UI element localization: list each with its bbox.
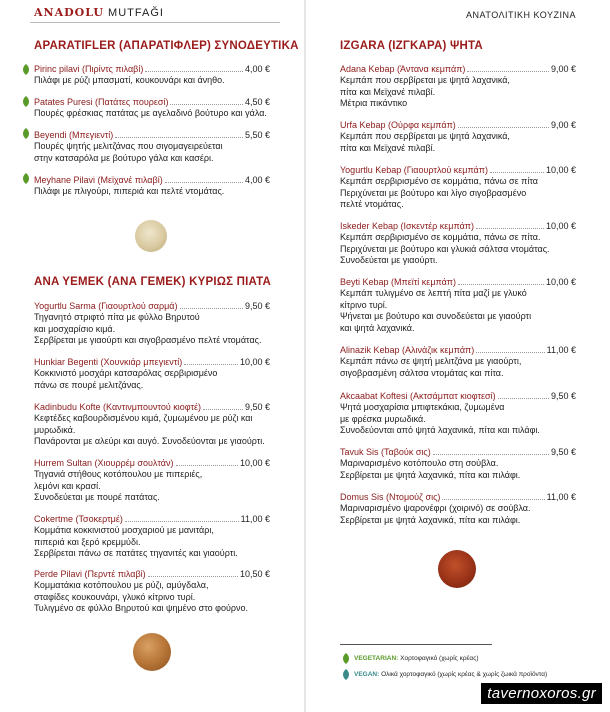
menu-item: [34, 174, 270, 198]
item-desc: Κεμπάπ που σερβίρεται με ψητά λαχανικά,: [340, 131, 510, 141]
item-name: Iskeder Kebap (Ισκεντέρ κεμπάπ): [340, 221, 474, 231]
legend-vegetarian: [354, 655, 479, 662]
menu-item: [340, 344, 576, 379]
leader-dots: [476, 352, 544, 353]
header-rule: [30, 22, 280, 23]
item-desc: Πανάρονται με αλεύρι και αυγό. Συνοδεύονται με γιαούρτι.: [34, 436, 265, 446]
item-desc: Κεμπάπ που σερβίρεται με ψητά λαχανικά,: [340, 75, 510, 85]
item-name: Alinazik Kebap (Αλινάζικ κεμπάπ): [340, 345, 475, 355]
item-desc: Σερβίρεται με ψητά λαχανικά, πίτα και πιλάφι.: [340, 514, 521, 525]
legend-vegetarian-tag: VEGETARIAN:: [354, 655, 399, 662]
item-name: Urfa Kebap (Ούρφα κεμπάπ): [340, 120, 456, 130]
item-desc: πάνω σε πουρέ μελιτζάνας.: [34, 379, 144, 390]
item-desc: Ψητά μοσχαρίσια μπιφτεκάκια, ζυμωμένα: [340, 402, 505, 412]
item-price: 10,00 €: [239, 357, 270, 367]
menu-item: [34, 300, 270, 347]
item-desc: Σερβίρεται πάνω σε πατάτες τηγανιτές και γιαούρτι.: [34, 548, 238, 558]
rice-dish-photo: [135, 220, 167, 252]
item-name: Yogurtlu Sarma (Γιαουρτλού σαρμά): [34, 301, 178, 311]
watermark: tavernoxoros.gr: [481, 683, 602, 704]
item-desc: Τυλιγμένο σε φύλλο Βηρυτού και ψημένο στο φούρνο.: [34, 603, 249, 613]
leader-dots: [184, 364, 238, 365]
item-desc: Μέτρια πικάντικο: [340, 98, 408, 108]
item-name: Tavuk Sis (Ταβούκ σις): [340, 447, 431, 457]
leader-dots: [442, 499, 544, 500]
item-desc: Πουρές ψητής μελιτζάνας που σιγομαγειρεύεται: [34, 141, 223, 151]
item-desc: μυρωδικά.: [34, 424, 76, 435]
item-price: 9,50 €: [244, 301, 270, 311]
item-desc: σταφίδες κουκουνάρι, γλυκό κίτρινο τυρί.: [34, 591, 196, 602]
item-name: Kadinbudu Kofte (Καντινμπουντού κιοφτέ): [34, 402, 202, 412]
item-desc: Περιχύνεται με βούτυρο και γλυκιά σάλτσα ντομάτας.: [340, 243, 550, 254]
brand-logo-word: ANADOLU: [34, 6, 104, 19]
item-name: Beyti Kebap (Μπεϊτί κεμπάπ): [340, 277, 456, 287]
item-desc: πελτέ ντομάτας.: [340, 199, 404, 209]
item-desc: Κομμάτια κοκκινιστού μοσχαριού με μανιτάρι,: [34, 525, 214, 535]
leader-dots: [115, 137, 243, 138]
item-desc: Κεμπάπ πάνω σε ψητή μελιτζάνα με γιαούρτι,: [340, 356, 522, 366]
item-name: Domus Sis (Ντομούζ σις): [340, 492, 441, 502]
menu-item: [34, 513, 270, 560]
item-desc: Κομματάκια κοτόπουλου με ρύζι, αμύγδαλα,: [34, 580, 209, 590]
menu-item: [340, 220, 576, 267]
leader-dots: [458, 127, 549, 128]
vegetarian-leaf-icon: [342, 653, 350, 664]
brand-logo: [34, 6, 164, 19]
item-desc: Κεμπάπ σερβιρισμένο σε κομμάτια, πάνω σε πίτα.: [340, 232, 541, 242]
item-name: Akcaabat Koftesi (Ακτσάμπατ κιοφτεσί): [340, 391, 496, 401]
leader-dots: [498, 398, 549, 399]
menu-item: [34, 129, 270, 164]
item-desc: Συνοδεύεται με πουρέ πατάτας.: [34, 492, 160, 502]
item-price: 11,00 €: [546, 492, 576, 502]
menu-item: [34, 356, 270, 391]
item-name: Meyhane Pilavi (Μεϊχανέ πιλαβί): [34, 175, 163, 185]
item-name: Hunkiar Begenti (Χουνκιάρ μπεγιεντί): [34, 357, 183, 367]
item-price: 11,00 €: [240, 514, 270, 524]
almonds-photo: [133, 633, 171, 671]
item-desc: Συνοδεύεται με γιαούρτι.: [340, 255, 438, 265]
item-desc: κίτρινο τυρί.: [340, 299, 388, 310]
item-desc: Περιχύνεται με βούτυρο και λίγο σιγοβρασμένο: [340, 187, 527, 198]
item-price: 10,00 €: [545, 277, 576, 287]
item-name: Yogurtlu Kebap (Γιαουρτλού κεμπάπ): [340, 165, 488, 175]
item-desc: πίτα και Μεϊχανέ πιλαβί.: [340, 86, 436, 97]
item-price: 4,00 €: [244, 175, 270, 185]
item-desc: με φρέσκα μυρωδικά.: [340, 413, 426, 424]
item-desc: πίτα και Μεϊχανέ πιλαβί.: [340, 142, 436, 153]
item-price: 9,00 €: [550, 120, 576, 130]
item-desc: Συνοδεύονται από ψητά λαχανικά, πίτα και πιλάφι.: [340, 425, 540, 435]
vegetarian-leaf-icon: [22, 128, 30, 139]
leader-dots: [467, 71, 549, 72]
item-price: 10,00 €: [239, 458, 270, 468]
leader-dots: [180, 308, 243, 309]
leader-dots: [203, 409, 243, 410]
item-desc: λεμόνι και κρασί.: [34, 480, 101, 491]
leader-dots: [458, 284, 544, 285]
menu-item: [340, 446, 576, 481]
item-desc: Κοκκινιστό μοσχάρι κατσαρόλας σερβιρισμένο: [34, 368, 218, 378]
vegan-leaf-icon: [342, 669, 350, 680]
right-header-title: ΑΝΑΤΟΛΙΤΙΚΗ ΚΟΥΖΙΝΑ: [466, 10, 576, 20]
item-name: Perde Pilavi (Περντέ πιλαβί): [34, 569, 146, 579]
item-name: Adana Kebap (Άντανα κεμπάπ): [340, 64, 466, 74]
item-price: 10,00 €: [545, 221, 576, 231]
menu-item: [34, 568, 270, 615]
item-desc: Σερβίρεται με γιαούρτι και σιγοβρασμένο πελτέ ντομάτας.: [34, 335, 262, 345]
item-price: 5,50 €: [244, 130, 270, 140]
item-price: 9,50 €: [550, 447, 576, 457]
item-desc: Κεμπάπ σερβιρισμένο σε κομμάτια, πάνω σε πίτα: [340, 176, 538, 186]
leader-dots: [476, 228, 544, 229]
legend-vegan-tag: VEGAN:: [354, 671, 380, 678]
item-desc: Ψήνεται με βούτυρο και συνοδεύεται με γιαούρτι: [340, 311, 532, 321]
leader-dots: [145, 71, 243, 72]
legend-rule: [340, 644, 492, 645]
item-desc: Πιλάφι με πλιγούρι, πιπεριά και πελτέ ντομάτας.: [34, 186, 225, 196]
item-price: 11,00 €: [546, 345, 576, 355]
item-desc: σιγοβρασμένη σάλτσα ντομάτας και πίτα.: [340, 367, 504, 378]
item-desc: Σερβίρεται με ψητά λαχανικά, πίτα και πιλάφι.: [340, 469, 521, 480]
menu-item: [34, 96, 270, 120]
menu-item: [340, 164, 576, 211]
item-price: 4,00 €: [244, 64, 270, 74]
menu-item: [340, 119, 576, 154]
item-price: 9,50 €: [244, 402, 270, 412]
leader-dots: [165, 182, 243, 183]
item-name: Cokertme (Τσοκερτμέ): [34, 514, 123, 524]
item-desc: στην κατσαρόλα με βούτυρο γάλα και κασέρι.: [34, 152, 214, 163]
menu-item: [34, 63, 270, 87]
brand-subword: MUTFAĞI: [108, 7, 164, 19]
menu-item: [340, 390, 576, 437]
spice-bowl-photo: [438, 550, 476, 588]
item-desc: πιπεριά και ξερό κρεμμύδι.: [34, 536, 141, 547]
item-name: Patates Puresi (Πατάτες πουρεσί): [34, 97, 169, 107]
item-desc: και ψητά λαχανικά.: [340, 322, 415, 333]
vegetarian-leaf-icon: [22, 64, 30, 75]
item-price: 10,00 €: [545, 165, 576, 175]
item-desc: Μαριναρισμένο κοτόπουλο στη σούβλα.: [340, 458, 499, 468]
item-desc: Τηγανιά στήθους κοτόπουλου με πιπεριές,: [34, 469, 203, 479]
legend-vegan-text: Ολικά χορτοφαγικό (χωρίς κρέας & χωρίς ζωικά προϊόντα): [381, 671, 548, 678]
legend-vegan: [354, 671, 547, 678]
item-desc: Κεμπάπ τυλιγμένο σε λεπτή πίτα μαζί με γλυκό: [340, 288, 527, 298]
item-desc: Τηγανητό στριφτό πίτα με φύλλο Βηρυτού: [34, 312, 200, 322]
item-price: 10,50 €: [239, 569, 270, 579]
menu-item: [340, 276, 576, 334]
leader-dots: [148, 576, 238, 577]
leader-dots: [433, 454, 549, 455]
legend-vegetarian-text: Χορτοφαγικό (χωρίς κρέας): [400, 655, 479, 662]
item-name: Hurrem Sultan (Χιουρρέμ σουλτάν): [34, 458, 174, 468]
vegetarian-leaf-icon: [22, 173, 30, 184]
menu-item: [34, 457, 270, 504]
item-price: 9,00 €: [550, 64, 576, 74]
item-name: Beyendi (Μπεγιεντί): [34, 130, 114, 140]
leader-dots: [176, 465, 238, 466]
section-title-aparatifler: APARATIFLER (ΑΠΑΡΑΤΙΦΛΕΡ) ΣΥΝΟΔΕΥΤΙΚΑ: [34, 40, 299, 52]
menu-item: [340, 63, 576, 110]
item-desc: Πιλάφι με ρύζι μπασματί, κουκουνάρι και άνηθο.: [34, 75, 225, 85]
item-desc: και μοσχαρίσιο κιμά.: [34, 323, 116, 334]
item-desc: Πουρές φρέσκιας πατάτας με αγελαδινό βούτυρο και γάλα.: [34, 108, 267, 118]
menu-item: [34, 401, 270, 448]
item-name: Pirinc pilavi (Πιρίντς πιλαβί): [34, 64, 144, 74]
item-price: 4,50 €: [244, 97, 270, 107]
item-price: 9,50 €: [550, 391, 576, 401]
vegetarian-leaf-icon: [22, 96, 30, 107]
leader-dots: [490, 172, 544, 173]
section-title-izgara: IZGARA (ΙΖΓΚΑΡΑ) ΨΗΤΑ: [340, 40, 483, 52]
leader-dots: [170, 104, 243, 105]
menu-item: [340, 491, 576, 526]
item-desc: Μαριναρισμένο ψαρονέφρι (χοιρινό) σε σούβλα.: [340, 503, 531, 513]
section-title-ana-yemek: ANA YEMEK (ΑΝΑ ΓΕΜΕΚ) ΚΥΡΙΩΣ ΠΙΑΤΑ: [34, 276, 271, 288]
item-desc: Κεφτέδες καβουρδισμένου κιμά, ζυμωμένου με ρύζι και: [34, 413, 253, 423]
leader-dots: [125, 521, 239, 522]
